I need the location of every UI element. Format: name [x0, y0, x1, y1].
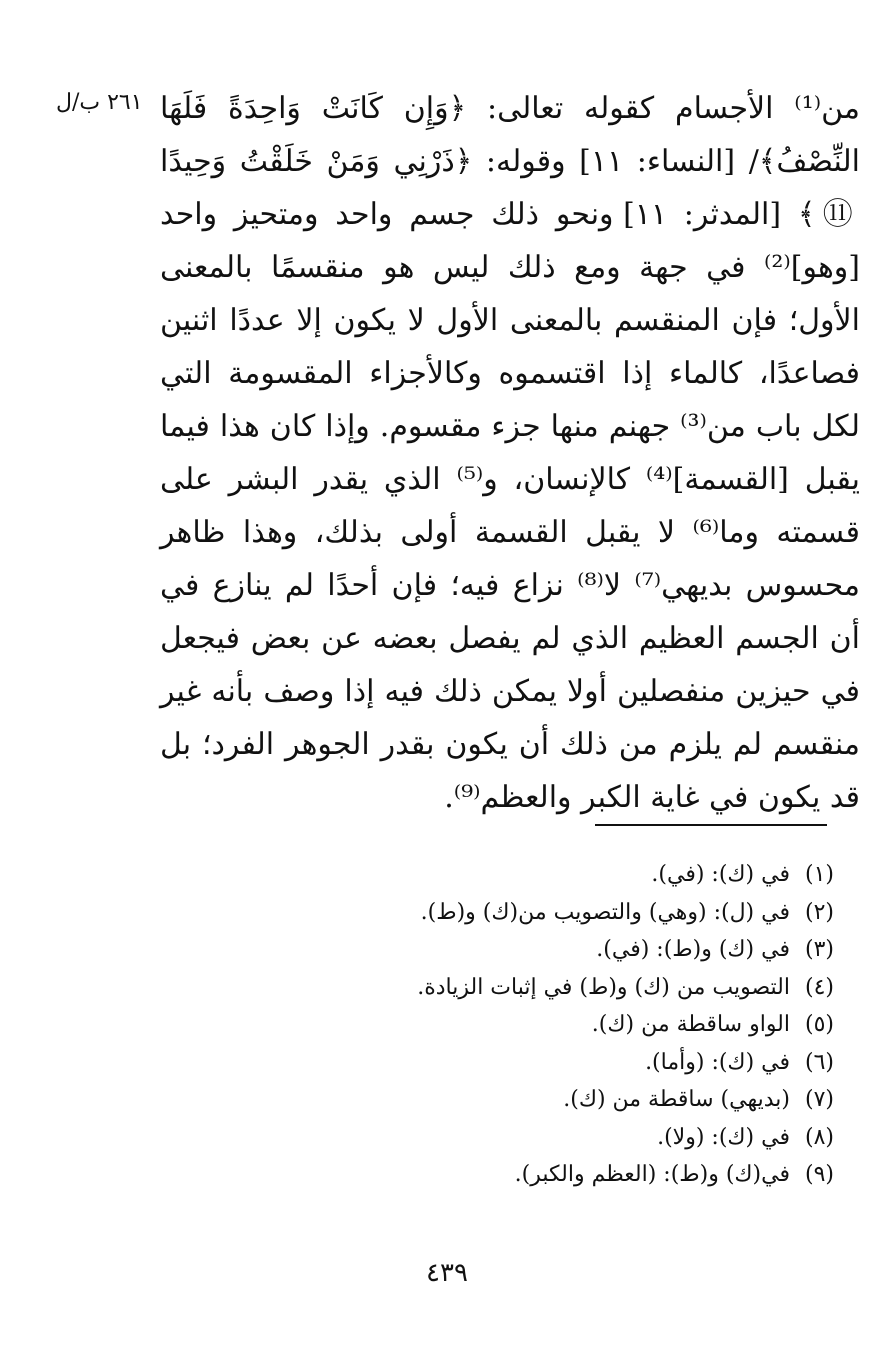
footnote-item	[74, 1081, 834, 1119]
footnote-text: التصويب من (ك) و(ط) في إثبات الزيادة.	[417, 974, 790, 1000]
footnote-separator	[595, 824, 827, 826]
main-text-block	[160, 82, 860, 824]
footnote-item	[74, 1119, 834, 1157]
footnote-number: (٧)	[804, 1087, 834, 1112]
footnote-number: (٨)	[804, 1124, 834, 1150]
footnotes-list	[74, 856, 834, 1194]
footnote-text: في (ك): (في).	[651, 862, 790, 887]
footnote-item	[74, 969, 834, 1007]
footnote-item	[74, 1156, 834, 1194]
manuscript-folio-note: ٢٦١ ب/ل	[56, 90, 143, 115]
footnote-text: في (ك) و(ط): (في).	[596, 937, 790, 962]
footnote-item	[74, 1006, 834, 1044]
footnote-number: (٤)	[804, 974, 834, 1000]
footnote-text: في (ك): (ولا).	[657, 1124, 790, 1150]
footnote-number: (٩)	[804, 1162, 834, 1187]
footnote-number: (٣)	[804, 937, 834, 962]
footnote-item	[74, 1044, 834, 1082]
footnote-number: (١)	[804, 862, 834, 887]
footnote-number: (٥)	[804, 1012, 834, 1037]
body-paragraph: من⁽¹⁾ الأجسام كقوله تعالى: ﴿وَإِن كَانَتْ وَاحِدَةً فَلَهَا النِّصْفُ﴾/ [النساء: ١١] وقوله: ﴿ذَرْنِي وَمَنْ خَلَقْتُ وَحِيدًا ⑪﴾ [المدثر: ١١] ونحو ذلك جسم واحد ومتحيز واحد [وهو]⁽²⁾ في جهة ومع ذلك ليس هو منقسمًا بالمعنى الأول؛ فإن المنقسم بالمعنى الأول لا يكون إلا عددًا اثنين فصاعدًا، كالماء إذا اقتسموه وكالأجزاء المقسومة التي لكل باب من⁽³⁾ جهنم منها جزء مقسوم. وإذا كان هذا فيما يقبل [القسمة]⁽⁴⁾ كالإنسان، و⁽⁵⁾ الذي يقدر البشر على قسمته وما⁽⁶⁾ لا يقبل القسمة أولى بذلك، وهذا ظاهر محسوس بديهي⁽⁷⁾ لا⁽⁸⁾ نزاع فيه؛ فإن أحدًا لم ينازع في أن الجسم العظيم الذي لم يفصل بعضه عن بعض فيجعل في حيزين منفصلين أولا يمكن ذلك فيه إذا وصف بأنه غير منقسم لم يلزم من ذلك أن يكون بقدر الجوهر الفرد؛ بل قد يكون في غاية الكبر والعظم⁽⁹⁾.	[160, 91, 861, 815]
footnote-item	[74, 856, 834, 894]
footnote-item	[74, 931, 834, 969]
footnote-number: (٢)	[804, 899, 834, 925]
footnote-text: في (ل): (وهي) والتصويب من(ك) و(ط).	[420, 899, 790, 925]
footnote-number: (٦)	[804, 1049, 834, 1075]
footnote-text: في(ك) و(ط): (العظم والكبر).	[514, 1162, 790, 1187]
page-number: ٤٣٩	[426, 1258, 468, 1288]
footnote-item	[74, 894, 834, 932]
footnote-text: الواو ساقطة من (ك).	[591, 1012, 790, 1037]
footnote-text: في (ك): (وأما).	[645, 1049, 790, 1075]
footnote-text: (بديهي) ساقطة من (ك).	[563, 1087, 790, 1112]
